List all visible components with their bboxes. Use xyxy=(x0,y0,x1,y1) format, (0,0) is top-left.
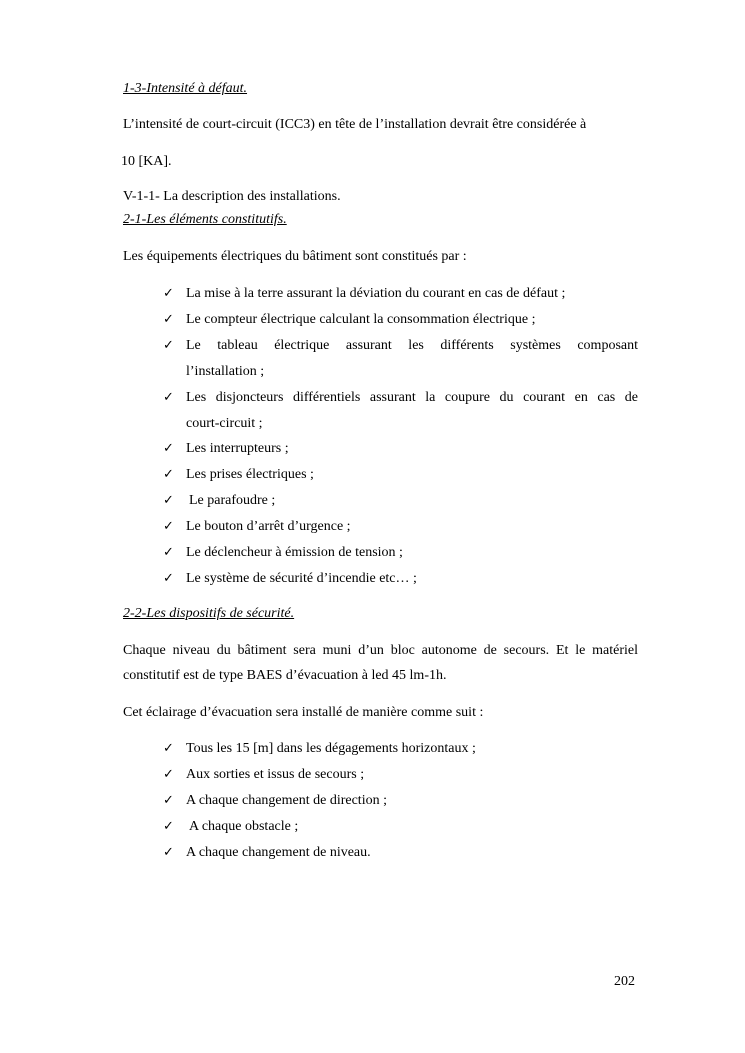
list-item-text: Tous les 15 [m] dans les dégagements horizontaux ; xyxy=(186,741,476,756)
list-item-text: Les interrupteurs ; xyxy=(186,441,289,456)
list-item-text: Le bouton d’arrêt d’urgence ; xyxy=(186,519,351,534)
checkmark-icon: ✓ xyxy=(163,545,174,560)
section-title-description-installations: V-1-1- La description des installations. xyxy=(123,189,341,204)
paragraph-eclairage-intro: Cet éclairage d’évacuation sera installé de manière comme suit : xyxy=(123,705,484,720)
paragraph-securite-line-1: Chaque niveau du bâtiment sera muni d’un bloc autonome de secours. Et le matériel xyxy=(123,643,638,658)
list-item-text: A chaque obstacle ; xyxy=(189,819,299,834)
paragraph-equipements-intro: Les équipements électriques du bâtiment sont constitués par : xyxy=(123,249,467,264)
checkmark-icon: ✓ xyxy=(163,390,174,405)
checkmark-icon: ✓ xyxy=(163,741,174,756)
list-item-continuation: court-circuit ; xyxy=(186,416,263,431)
list-item-text: Le système de sécurité d’incendie etc… ; xyxy=(186,571,417,586)
page-number: 202 xyxy=(614,974,635,989)
checkmark-icon: ✓ xyxy=(163,286,174,301)
checkmark-icon: ✓ xyxy=(163,845,174,860)
list-item-text: Les prises électriques ; xyxy=(186,467,314,482)
paragraph-intensite-line-2: 10 [KA]. xyxy=(121,154,172,169)
list-item-text: A chaque changement de niveau. xyxy=(186,845,371,860)
checkmark-icon: ✓ xyxy=(163,793,174,808)
list-item-text: La mise à la terre assurant la déviation du courant en cas de défaut ; xyxy=(186,286,566,301)
checkmark-icon: ✓ xyxy=(163,493,174,508)
checkmark-icon: ✓ xyxy=(163,819,174,834)
list-item-text: Le tableau électrique assurant les différents systèmes composant xyxy=(186,338,638,353)
list-item-text: Le déclencheur à émission de tension ; xyxy=(186,545,403,560)
heading-elements-constitutifs: 2-1-Les éléments constitutifs. xyxy=(123,212,287,227)
checkmark-icon: ✓ xyxy=(163,767,174,782)
list-item-text: Aux sorties et issus de secours ; xyxy=(186,767,365,782)
checkmark-icon: ✓ xyxy=(163,519,174,534)
list-item-continuation: l’installation ; xyxy=(186,364,265,379)
heading-dispositifs-securite: 2-2-Les dispositifs de sécurité. xyxy=(123,606,295,621)
checkmark-icon: ✓ xyxy=(163,571,174,586)
checkmark-icon: ✓ xyxy=(163,312,174,327)
heading-intensite-defaut: 1-3-Intensité à défaut. xyxy=(123,81,248,96)
paragraph-securite-line-2: constitutif est de type BAES d’évacuation à led 45 lm-1h. xyxy=(123,668,447,683)
checkmark-icon: ✓ xyxy=(163,441,174,456)
paragraph-intensite-line-1: L’intensité de court-circuit (ICC3) en tête de l’installation devrait être considérée à xyxy=(123,117,587,132)
list-item-text: A chaque changement de direction ; xyxy=(186,793,387,808)
list-item-text: Le parafoudre ; xyxy=(189,493,276,508)
checkmark-icon: ✓ xyxy=(163,467,174,482)
checkmark-icon: ✓ xyxy=(163,338,174,353)
list-item-text: Les disjoncteurs différentiels assurant la coupure du courant en cas de xyxy=(186,390,638,405)
list-item-text: Le compteur électrique calculant la consommation électrique ; xyxy=(186,312,536,327)
